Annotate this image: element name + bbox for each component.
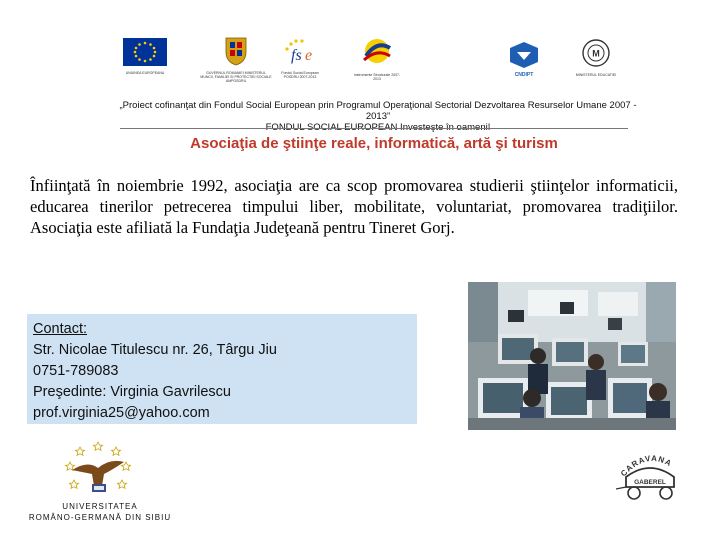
university-logo [58, 440, 138, 500]
ministry-education-icon [581, 38, 611, 68]
romania-logo [200, 36, 272, 83]
fse-caption: Fondul Social European POSDRU 2007-2013 [281, 71, 319, 79]
gaberel-word: GABEREL [634, 479, 666, 486]
contact-box [27, 314, 417, 424]
contact-president: Preşedinte: Virginia Gavrilescu [33, 384, 231, 400]
ministry-logo [564, 38, 628, 77]
contact-heading: Contact: [33, 321, 87, 337]
university-eagle-icon [58, 440, 138, 500]
description-paragraph: Înfiinţată în noiembrie 1992, asociaţia are ca scop promovarea studierii ştiinţelor informaticii, educarea tinerilor petrecerea timpului liber, mobilitate, voluntariat, promovarea tradiţiilor. Asociaţia este afiliată la Fundaţia Judeţeană pentru Tineret Gorj. [30, 176, 678, 237]
header-divider [120, 128, 628, 129]
fse-logo [276, 38, 324, 79]
fse-logo-icon [283, 38, 317, 66]
project-line-1: „Proiect cofinanţat din Fondul Social European prin Programul Operaţional Sectorial Dezvoltarea Resurselor Umane 2007 - 2013” [119, 100, 637, 122]
university-name [20, 501, 180, 523]
page-title: Asociaţia de ştiinţe reale, informatică, artă şi turism [190, 135, 558, 152]
caravana-logo [612, 443, 688, 505]
cndipt-logo [504, 40, 544, 77]
eu-caption: UNIUNEA EUROPEANA [125, 71, 165, 75]
instrumente-structurale-icon [360, 36, 394, 68]
svg-text:CARAVANA [619, 454, 674, 478]
computer-lab-photo [468, 282, 676, 430]
svg-text:M: M [592, 48, 600, 59]
svg-text:e: e [305, 47, 313, 64]
instrumente-structurale-logo [350, 36, 404, 81]
eu-flag-icon [123, 38, 167, 66]
eu-logo [118, 38, 172, 75]
caravana-word: CARAVANA [618, 453, 674, 479]
cndipt-caption: CNDIPT [514, 72, 534, 78]
ministry-caption: MINISTERUL EDUCATIEI [575, 73, 617, 77]
contact-email[interactable]: prof.virginia25@yahoo.com [33, 405, 210, 421]
instrumente-caption: Instrumente Structurale 2007-2013 [353, 73, 401, 81]
romania-caption: GUVERNUL ROMANIEI MINISTERUL MUNCII, FAMILIEI SI PROTECTIEI SOCIALE AMPOSDRU [200, 71, 272, 83]
caravana-wagon-icon [612, 443, 688, 505]
contact-phone: 0751-789083 [33, 363, 119, 379]
romania-coat-of-arms-icon [223, 36, 249, 66]
svg-text:fs: fs [291, 47, 302, 64]
university-line-2: ROMÂNO-GERMANĂ DIN SIBIU [28, 513, 172, 522]
university-line-1: UNIVERSITATEA [62, 502, 138, 511]
cndipt-logo-icon [508, 40, 540, 68]
contact-address: Str. Nicolae Titulescu nr. 26, Târgu Jiu [33, 342, 277, 358]
